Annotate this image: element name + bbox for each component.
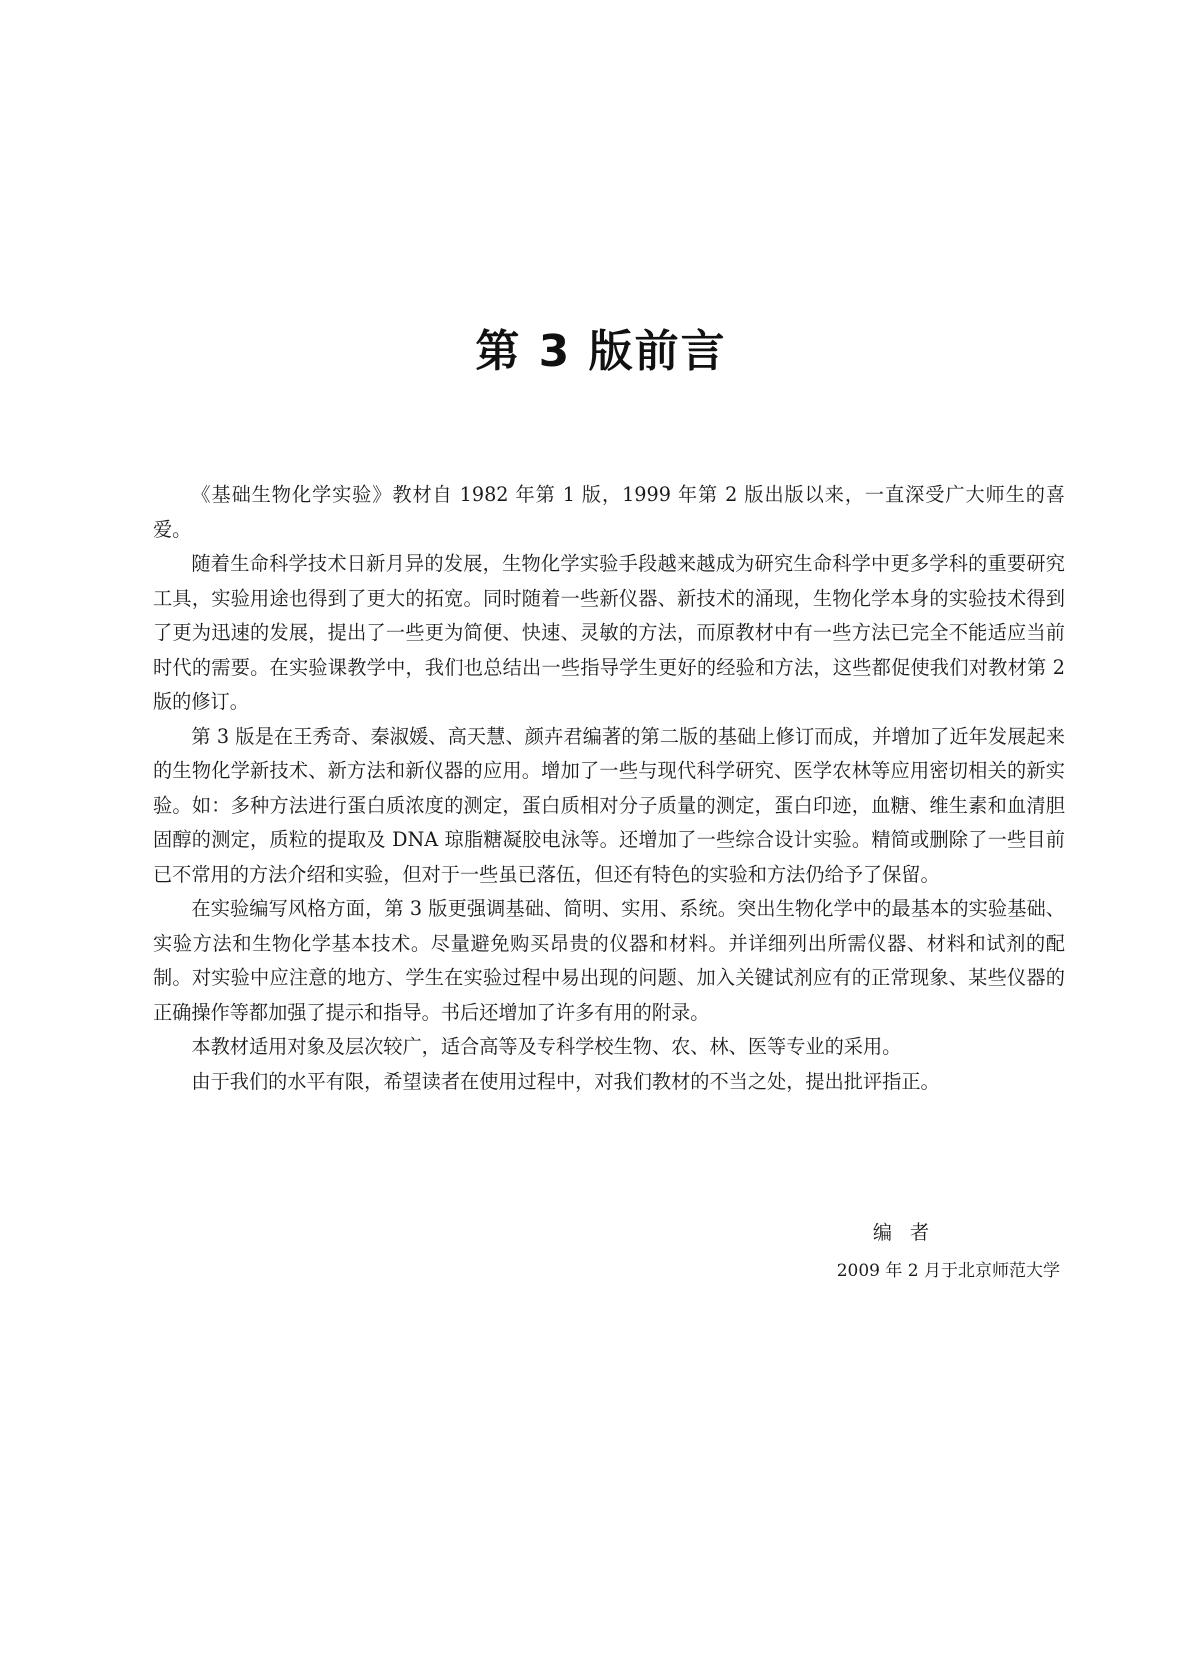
date-and-place: 2009 年 2 月于北京师范大学 <box>836 1261 1060 1281</box>
author-signature: 编者 <box>872 1221 948 1244</box>
paragraph-4: 在实验编写风格方面，第 3 版更强调基础、简明、实用、系统。突出生物化学中的最基本的实验基础、实验方法和生物化学基本技术。尽量避免购买昂贵的仪器和材料。并详细列出所需仪器、材料和试剂的配制。对实验中应注意的地方、学生在实验过程中易出现的问题、加入关键试剂应有的正常现象、某些仪器的正确操作等都加强了提示和指导。书后还增加了许多有用的附录。 <box>153 897 1065 1024</box>
preface-body <box>153 478 1065 1099</box>
paragraph-6: 由于我们的水平有限，希望读者在使用过程中，对我们教材的不当之处，提出批评指正。 <box>191 1069 940 1093</box>
page-title: 第 3 版前言 <box>475 326 727 377</box>
paragraph-2: 随着生命科学技术日新月异的发展，生物化学实验手段越来越成为研究生命科学中更多学科的重要研究工具，实验用途也得到了更大的拓宽。同时随着一些新仪器、新技术的涌现，生物化学本身的实验技术得到了更为迅速的发展，提出了一些更为简便、快速、灵敏的方法，而原教材中有一些方法已完全不能适应当前时代的需要。在实验课教学中，我们也总结出一些指导学生更好的经验和方法，这些都促使我们对教材第 2 版的修订。 <box>153 552 1065 713</box>
paragraph-1: 《基础生物化学实验》教材自 1982 年第 1 版，1999 年第 2 版出版以来，一直深受广大师生的喜爱。 <box>153 483 1065 541</box>
paragraph-5: 本教材适用对象及层次较广，适合高等及专科学校生物、农、林、医等专业的采用。 <box>191 1035 902 1058</box>
paragraph-3: 第 3 版是在王秀奇、秦淑媛、高天慧、颜卉君编著的第二版的基础上修订而成，并增加了近年发展起来的生物化学新技术、新方法和新仪器的应用。增加了一些与现代科学研究、医学农林等应用密切相关的新实验。如：多种方法进行蛋白质浓度的测定，蛋白质相对分子质量的测定，蛋白印迹，血糖、维生素和血清胆固醇的测定，质粒的提取及 DNA 琼脂糖凝胶电泳等。还增加了一些综合设计实验。精简或删除了一些目前已不常用的方法介绍和实验，但对于一些虽已落伍，但还有特色的实验和方法仍给予了保留。 <box>153 724 1065 886</box>
